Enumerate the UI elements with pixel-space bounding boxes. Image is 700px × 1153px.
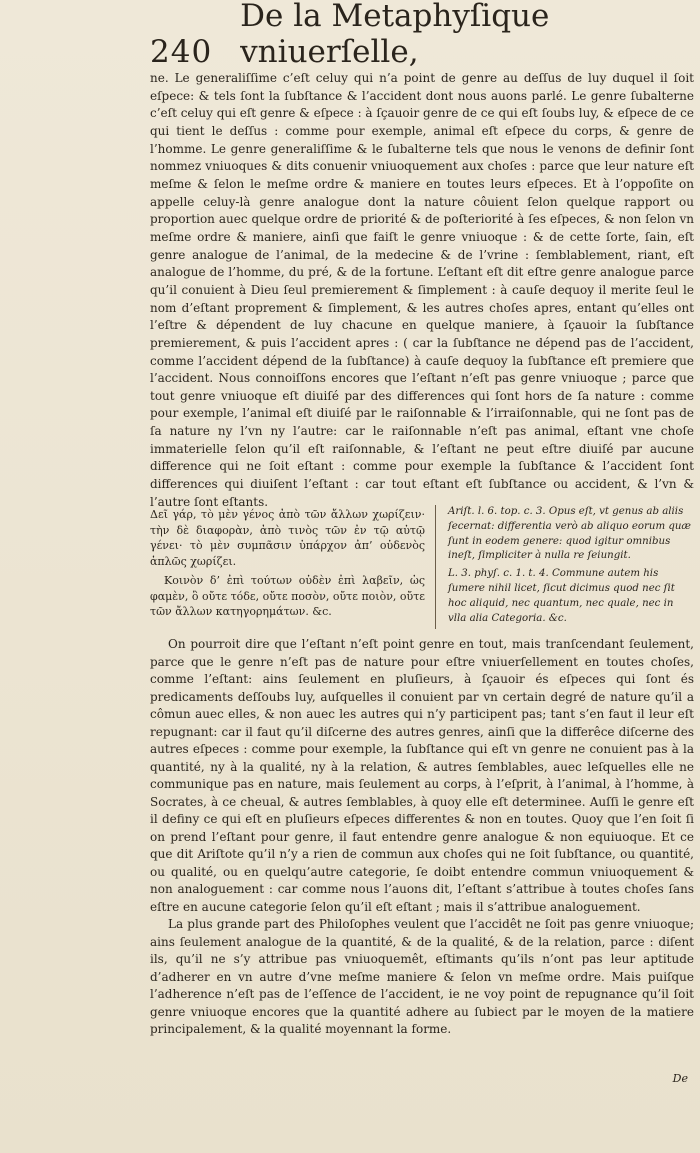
greek-quote: Δεῖ γάρ, τὸ μὲν γένος ἀπὸ τῶν ἄλλων χωρίζειν· τὴν δὲ διαφορὰν, ἀπὸ τινὸς τῶν ἐν τῷ αὐτῷ γένει· τὸ μὲν συμπᾶσιν ὑπάρχον ἀπ’ οὐδενὸς ἁπλῶς χωρίζει. — [150, 508, 425, 568]
main-text — [150, 70, 694, 511]
page-header — [150, 0, 680, 70]
latin-reference: Ariſt. l. 6. top. c. 3. Opus eſt, vt genus ab aliis ſecernat: differentia verò ab aliquo eorum quæ ſunt in eodem genere: quod igitur omnibus ineſt, ſimpliciter à nulla re ſeiungit. — [448, 506, 692, 562]
paragraph: La plus grande part des Philoſophes veulent que l’accidêt ne ſoit pas genre vniuoque; ains ſeulement analogue de la quantité, & de la qualité, & de la relation, parce : diſent ils, qu’il ne s’y attribue pas vniuoquemêt, eſtimants qu’ils n’ont pas leur aptitude d’adherer en vn autre d’vne meſme maniere & ſelon vn meſme ordre. Mais puiſque l’adherence n’eſt pas de l’eſſence de l’accident, ie ne voy point de repugnance qu’il ſoit genre vniuoque encores que la quantité adhere au ſubiect par le moyen de la matiere principalement, & la qualité moyennant la forme. — [150, 917, 694, 1036]
paragraph: On pourroit dire que l’eſtant n’eſt point genre en tout, mais tranſcendant ſeulement, parce que le genre n’eſt pas de nature pour eſtre vniuerſellement en toutes choſes, comme l’eſtant: ains ſeulement en pluſieurs, à ſçauoir és eſpeces qui ſont és predicaments deſſoubs luy, auſquelles il conuient par vn certain degré de nature qu’il a cômun auec elles, & non auec les autres qui n’y participent pas; tant s’en faut il leur eſt repugnant: car il faut qu’il diſcerne des autres genres, ainſi que la differêce diſcerne des autres eſpeces : comme pour exemple, la ſubſtance qui eſt vn genre ne conuient pas à la quantité, ny à la qualité, ny à la relation, & autres ſemblables, auec leſquelles elle ne communique pas en nature, mais ſeulement au corps, à l’eſprit, à l’animal, à l’homme, à Socrates, à ce cheual, & autres ſemblables, à quoy elle eſt determinee. Auſſi le genre eſt il definy ce qui eſt en pluſieurs eſpeces differentes & non en toutes. Quoy que l’en ſoit ſi on prend l’eſtant pour genre, il faut entendre genre analogue & non equiuoque. Et ce que dit Ariſtote qu’il n’y a rien de commun aux choſes qui ne ſoit ſubſtance, ou quantité, ou qualité, ou en quelqu’autre categorie, ſe doibt entendre commun vniuoquement & non analoguement : car comme nous l’auons dit, l’eſtant s’attribue à toutes choſes ſans eſtre en aucune categorie ſelon qu’il eſt eſtant ; mais il s’attribue analoguement. — [150, 637, 694, 914]
greek-quotations — [150, 505, 436, 629]
running-title: De la Metaphyſique vniuerſelle, — [240, 0, 550, 70]
page-number: 240 — [150, 34, 213, 70]
paragraph: ne. Le generaliſſime c’eſt celuy qui n’a point de genre au deſſus de luy duquel il ſoit eſpece: & tels ſont la ſubſtance & l’accident dont nous auons parlé. Le genre ſubalterne c’eſt celuy qui eſt genre & eſpece : à ſçauoir genre de ce qui eſt ſoubs luy, & eſpece de ce qui tient le deſſus : comme pour exemple, animal eſt eſpece du corps, & genre de l’homme. Le genre generaliſſime & le ſubalterne tels que nous le venons de definir ſont nommez vniuoques & dits conuenir vniuoquement aux choſes : parce que leur nature eſt meſme & ſelon le meſme ordre & maniere en toutes leurs eſpeces. Et à l’oppoſite on appelle celuy-là genre analogue dont la nature côuient ſelon quelque rapport ou proportion auec quelque ordre de priorité & de poſteriorité à ſes eſpeces, & non ſelon vn meſme ordre & maniere, ainſi que faiſt le genre vniuoque : & de cette ſorte, ſain, eſt genre analogue de l’animal, de la medecine & de l’vrine : ſemblablement, riant, eſt analogue de l’homme, du pré, & de la fortune. L’eſtant eſt dit eſtre genre analogue parce qu’il conuient à Dieu ſeul premierement & ſimplement : à cauſe dequoy il merite ſeul le nom d’eſtant proprement & ſimplement, & les autres choſes apres, entant qu’elles ont l’eſtre & dépendent de luy chacune en quelque maniere, à ſçauoir la ſubſtance premierement, & puis l’accident apres : ( car la ſubſtance ne dépend pas de l’accident, comme l’accident dépend de la ſubſtance) à cauſe dequoy la ſubſtance eſt premiere que l’accident. Nous connoiſſons encores que l’eſtant n’eſt pas genre vniuoque ; parce que tout genre vniuoque eſt diuiſé par des differences qui ſont hors de ſa nature : comme pour exemple, l’animal eſt diuiſé par le raiſonnable & l’irraiſonnable, qui ne ſont pas de ſa nature ny l’vn ny l’autre: car le raiſonnable n’eſt pas animal, eſtant vne choſe immaterielle ſelon qu’il eſt raiſonnable, & l’eſtant ne peut eſtre diuiſé par aucune difference qui ne ſoit eſtant : comme pour exemple la ſubſtance & l’accident ſont differences qui diuiſent l’eſtant : car tout eſtant eſt ſubſtance ou accident, & l’vn & l’autre ſont eſtants. — [150, 71, 694, 509]
latin-references — [448, 505, 694, 629]
catchword: De — [672, 1072, 688, 1085]
main-text-continued — [150, 636, 694, 1039]
latin-reference: L. 3. phyſ. c. 1. t. 4. Commune autem his ſumere nihil licet, ſicut dicimus quod nec ſit hoc aliquid, nec quantum, nec quale, nec in vlla alia Categoria. &c. — [448, 568, 675, 624]
citation-block — [150, 505, 694, 629]
greek-quote: Κοινὸν δ’ ἐπὶ τούτων οὐδὲν ἐπὶ λαβεῖν, ὡς φαμὲν, ὃ οὔτε τόδε, οὔτε ποσὸν, οὔτε ποιὸν, οὔτε τῶν ἄλλων κατηγορημάτων. &c. — [150, 574, 425, 618]
